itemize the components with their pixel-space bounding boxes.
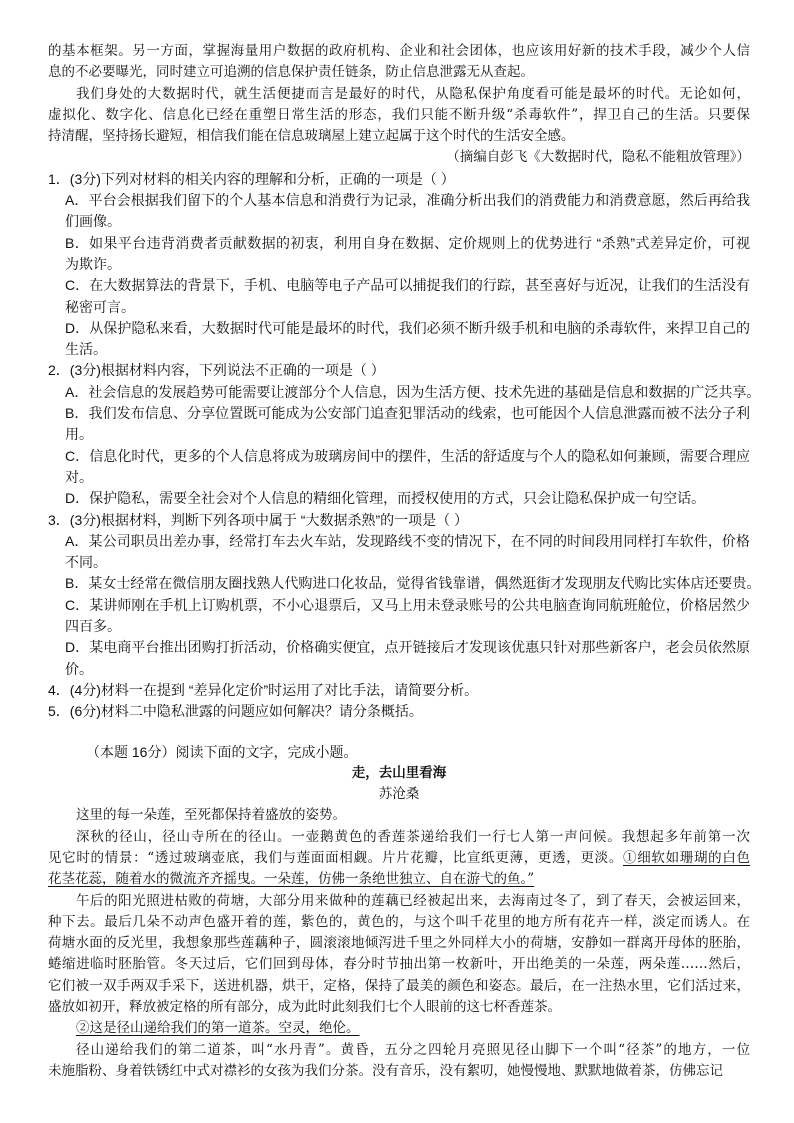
material-paragraph-line: 持清醒，坚持扬长避短，相信我们能在信息玻璃屋上建立起属于这个时代的生活安全感。 — [48, 128, 575, 145]
passage-line — [48, 912, 750, 933]
question-option-line: C．在大数据算法的背景下，手机、电脑等电子产品可以捕捉我们的行踪，甚至喜好与近况，让我们的生活没有 — [65, 277, 750, 294]
material-paragraph-line: 我们身处的大数据时代，就生活便捷而言是最好的时代，从隐私保护角度看可能是最坏的时代。无论如何， — [76, 85, 750, 102]
passage-line — [48, 891, 750, 912]
material-paragraph-line: 的基本框架。另一方面，掌握海量用户数据的政府机构、企业和社会团体，也应该用好新的技术手段，减少个人信 — [48, 43, 750, 59]
question-option-line: 价。 — [65, 660, 93, 677]
question-stem: 3．(3分)根据材料，判断下列各项中属于 “大数据杀熟”的一项是（ ） — [48, 511, 468, 528]
passage-line — [48, 933, 750, 954]
question-option-line: D．从保护隐私来看，大数据时代可能是最坏的时代，我们必须不断升级手机和电脑的杀毒软件，来捍卫自己的 — [65, 319, 750, 336]
citation: （摘编自彭飞《大数据时代，隐私不能粗放管理》） — [446, 149, 750, 166]
passage-line — [48, 1040, 750, 1061]
passage-author: 苏沧桑 — [378, 786, 420, 803]
passage-text: 径山递给我们的第二道茶，叫“水丹青”。黄昏，五分之四轮月亮照见径山脚下一个叫“径茶”的地方，一位 — [76, 1041, 750, 1058]
passage-line — [48, 869, 750, 890]
question-option-line: 不同。 — [65, 554, 107, 571]
passage-text: 见它时的情景：“透过玻璃壶底，我们与莲面面相觑。片片花瓣，比宣纸更薄，更透，更淡。 — [48, 849, 624, 866]
passage-text: 荷塘水面的反光里，我想象那些莲藕种子，圆滚滚地倾泻进千里之外同样大小的荷塘，安静如一群离开母体的胚胎， — [48, 935, 750, 952]
passage-line — [48, 976, 750, 997]
question-option-line: B．某女士经常在微信朋友圈找熟人代购进口化妆品，觉得省钱靠谱，偶然逛街才发现朋友代购比实体店还要贵。 — [65, 575, 761, 592]
question-option-line: 们画像。 — [65, 213, 121, 230]
material-paragraph-line: 虚拟化、数字化、信息化已经在重塑日常生活的形态，我们只能不断升级“杀毒软件”，捍卫自己的生活。只要保 — [48, 106, 750, 123]
passage-line — [48, 1018, 750, 1039]
passage-text: 盛放如初开，释放被定格的所有部分，成为此时此刻我们七个人眼前的这七杯香莲茶。 — [48, 999, 561, 1016]
spacer — [48, 723, 750, 742]
passage-text: 午后的阳光照进枯败的荷塘，大部分用来做种的莲藕已经被起出来，去海南过冬了，到了春天，会被运回来， — [76, 892, 750, 909]
question-option-line: 四百多。 — [65, 618, 121, 635]
passage-title: 走，去山里看海 — [351, 764, 447, 781]
question-option-line: A．平台会根据我们留下的个人基本信息和消费行为记录，准确分析出我们的消费能力和消费意愿，然后再给我 — [65, 192, 750, 209]
passage-text: 未施脂粉、身着铁锈红中式对襟衫的女孩为我们分茶。没有音乐，没有絮叨，她慢慢地、默默地做着茶，仿佛忘记 — [48, 1062, 723, 1079]
question-option-line: 对。 — [65, 468, 93, 485]
question-option-line: D．保护隐私，需要全社会对个人信息的精细化管理，而授权使用的方式，只会让隐私保护成一句空话。 — [65, 490, 706, 507]
question-option-line: 为欺诈。 — [65, 255, 121, 272]
question-stem: 2．(3分)根据材料内容，下列说法不正确的一项是（ ） — [48, 362, 385, 379]
question-option-line: C．某讲师刚在手机上订购机票，不小心退票后，又马上用未登录账号的公共电脑查询同航班舱位，价格居然少 — [65, 596, 750, 613]
question-stem: 1．(3分)下列对材料的相关内容的理解和分析，正确的一项是（ ） — [48, 170, 455, 187]
passage-text: 种下去。最后几朵不动声色盛开着的莲，紫色的，黄色的，与这个叫千花里的地方所有花卉一样，淡定而诱人。在 — [48, 913, 750, 930]
underlined-sentence: ①细软如珊瑚的白色 — [623, 849, 751, 866]
question-option-line: 生活。 — [65, 341, 107, 358]
underlined-sentence: 花茎花蕊，随着水的微流齐齐摇曳。一朵莲，仿佛一条绝世独立、自在游弋的鱼。” — [48, 871, 535, 888]
passage-line — [48, 997, 750, 1018]
passage-line — [48, 827, 750, 848]
question-option-line: A．社会信息的发展趋势可能需要让渡部分个人信息，因为生活方便、技术先进的基础是信息和数据的广泛共享。 — [65, 383, 761, 400]
passage-line — [48, 848, 750, 869]
question-option-line: D．某电商平台推出团购打折活动，价格确实便宜，点开链接后才发现该优惠只针对那些新客户，老会员依然原 — [65, 639, 750, 656]
question-option-line: B．如果平台违背消费者贡献数据的初衷，利用自身在数据、定价规则上的优势进行 “杀熟”式差异定价，可视 — [65, 234, 750, 251]
passage-line — [48, 805, 750, 826]
question-stem: 4．(4分)材料一在提到 “差异化定价”时运用了对比手法，请简要分析。 — [48, 681, 479, 698]
underlined-sentence: ②这是径山递给我们的第一道茶。空灵，绝伦。 — [76, 1020, 360, 1037]
passage-text: 蜷缩进临时胚胎管。冬天过后，它们回到母体，春分时节抽出第一枚新叶，开出绝美的一朵莲，两朵莲……然后， — [48, 956, 750, 973]
material-paragraph-line: 息的不必要曝光，同时建立可追溯的信息保护责任链条，防止信息泄露无从查起。 — [48, 64, 534, 81]
passage-text: 这里的每一朵莲，至死都保持着盛放的姿势。 — [76, 807, 346, 824]
question-option-line: C．信息化时代，更多的个人信息将成为玻璃房间中的摆件，生活的舒适度与个人的隐私如何兼顾，需要合理应 — [65, 447, 750, 464]
question-option-line: B．我们发布信息、分享位置既可能成为公安部门追查犯罪活动的线索，也可能因个人信息泄露而被不法分子利 — [65, 405, 750, 422]
passage-text: 它们被一双手两双手采下，送进机器，烘干，定格，保持了最美的颜色和姿态。最后，在一注热水里，它们活过来， — [48, 977, 750, 994]
passage-line — [48, 1061, 750, 1082]
section-intro: （本题 16分）阅读下面的文字，完成小题。 — [86, 743, 358, 760]
question-option-line: A．某公司职员出差办事，经常打车去火车站，发现路线不变的情况下，在不同的时间段用同样打车软件，价格 — [65, 532, 750, 549]
question-stem: 5．(6分)材料二中隐私泄露的问题应如何解决？请分条概括。 — [48, 703, 423, 720]
question-option-line: 用。 — [65, 426, 93, 443]
passage-line — [48, 954, 750, 975]
passage-text: 深秋的径山，径山寺所在的径山。一壶鹅黄色的香莲茶递给我们一行七人第一声问候。我想起多年前第一次 — [76, 828, 750, 845]
document-page — [48, 41, 761, 1082]
question-option-line: 秘密可言。 — [65, 298, 135, 315]
